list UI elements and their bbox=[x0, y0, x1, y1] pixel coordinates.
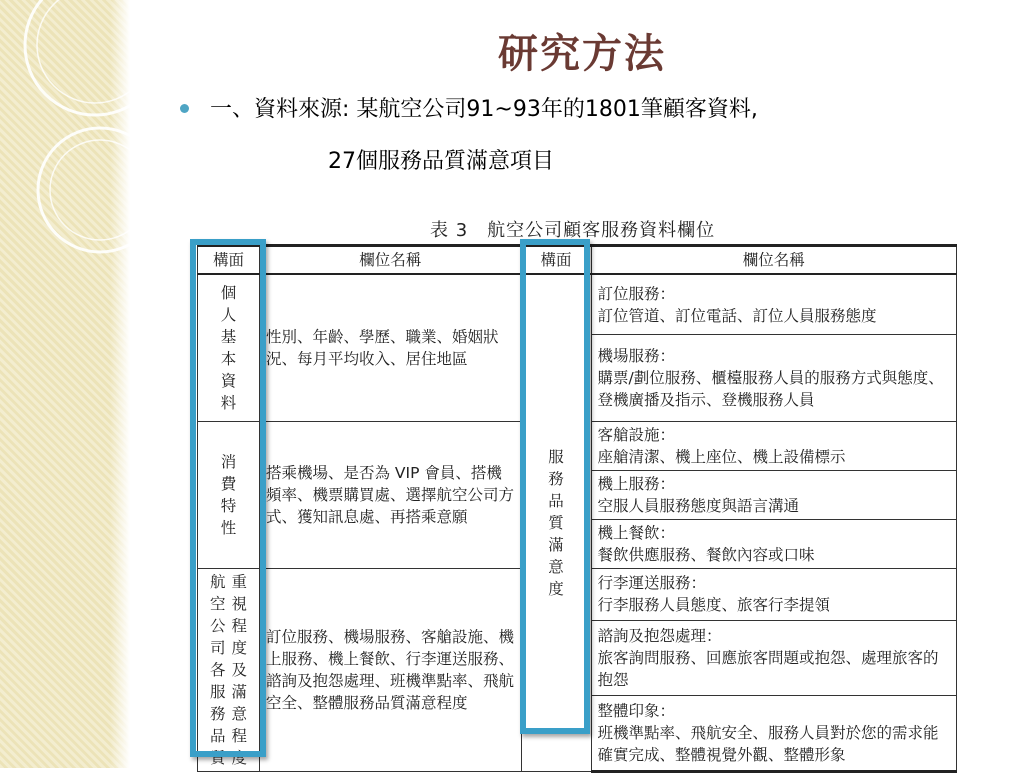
fields-airline-services: 訂位服務、機場服務、客艙設施、機上服務、機上餐飲、行李運送服務、諮詢及抱怨處理、班機準點率、飛航空全、整體服務品質滿意程度 bbox=[259, 569, 521, 772]
dimension-personal: 個 人 基 本 資 料 bbox=[198, 274, 260, 422]
table-caption: 表 3 航空公司顧客服務資料欄位 bbox=[430, 220, 716, 241]
service-item-cabin: 客艙設施： 座艙清潔、機上座位、機上設備標示 bbox=[591, 422, 956, 471]
slide-title: 研究方法 bbox=[498, 30, 666, 77]
highlight-frame-left bbox=[190, 239, 266, 757]
header-field-right: 欄位名稱 bbox=[591, 246, 956, 275]
header-dimension-right: 構面 bbox=[521, 246, 591, 275]
bullet-text-line-1: 一、資料來源: 某航空公司91~93年的1801筆顧客資料, bbox=[210, 97, 758, 122]
highlight-frame-right bbox=[520, 239, 590, 734]
service-item-baggage: 行李運送服務： 行李服務人員態度、旅客行李提領 bbox=[591, 569, 956, 621]
service-item-overall: 整體印象： 班機準點率、飛航安全、服務人員對於您的需求能確實完成、整體視覺外觀、整體形象 bbox=[591, 695, 956, 771]
dimension-airline-services: 航 空 公 司 各 服 務 品 質 重 視 程 度 及 滿 意 程 度 bbox=[198, 569, 260, 772]
fields-personal: 性別、年齡、學歷、職業、婚姻狀況、每月平均收入、居住地區 bbox=[259, 274, 521, 422]
fields-consumption: 搭乘機場、是否為 VIP 會員、搭機頻率、機票購買處、選擇航空公司方式、獲知訊息處、再搭乘意願 bbox=[259, 422, 521, 569]
bullet-text-line-2: 27個服務品質滿意項目 bbox=[328, 149, 554, 174]
service-item-booking: 訂位服務： 訂位管道、訂位電話、訂位人員服務態度 bbox=[591, 274, 956, 335]
service-item-inflight: 機上服務： 空服人員服務態度與語言溝通 bbox=[591, 471, 956, 520]
header-field-left: 欄位名稱 bbox=[259, 246, 521, 275]
bullet-icon bbox=[180, 104, 189, 113]
dimension-service-quality: 服 務 品 質 滿 意 度 bbox=[521, 274, 591, 772]
dimension-consumption: 消 費 特 性 bbox=[198, 422, 260, 569]
service-item-meals: 機上餐飲： 餐飲供應服務、餐飲內容或口味 bbox=[591, 520, 956, 569]
header-dimension-left: 構面 bbox=[198, 246, 260, 275]
service-item-complaints: 諮詢及抱怨處理： 旅客詢問服務、回應旅客問題或抱怨、處理旅客的抱怨 bbox=[591, 620, 956, 695]
service-item-airport: 機場服務： 購票/劃位服務、櫃檯服務人員的服務方式與態度、登機廣播及指示、登機服務人員 bbox=[591, 335, 956, 422]
